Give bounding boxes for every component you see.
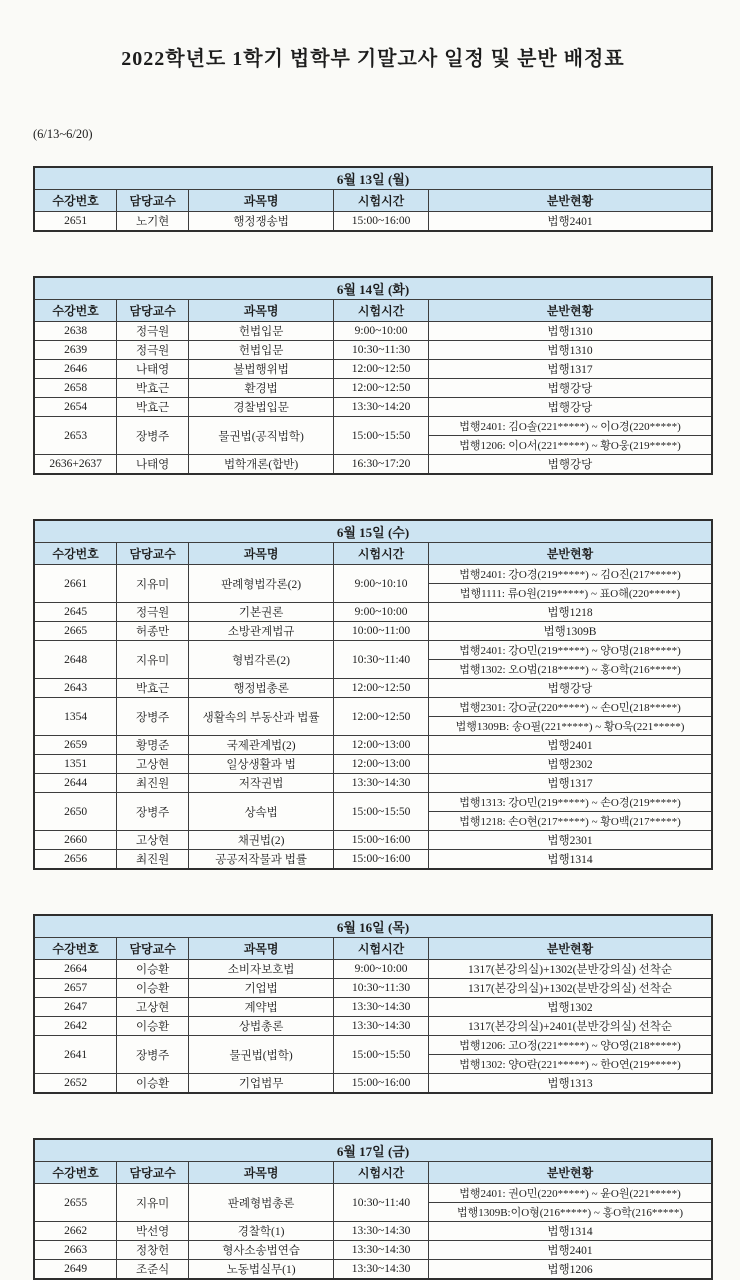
column-header-row	[34, 938, 712, 960]
column-header-2: 담당교수	[117, 1162, 189, 1184]
table-row	[34, 1184, 712, 1203]
table-row	[34, 698, 712, 717]
column-header-row	[34, 300, 712, 322]
column-header-1: 수강번호	[34, 1162, 117, 1184]
cell-time: 12:00~12:50	[334, 698, 429, 736]
column-header-3: 과목명	[189, 938, 334, 960]
cell-time: 13:30~14:30	[334, 1017, 429, 1036]
cell-assignment: 법행1206: 이O서(221*****) ~ 황O웅(219*****)	[429, 436, 712, 455]
cell-course-no: 2657	[34, 979, 117, 998]
cell-time: 15:00~16:00	[334, 850, 429, 870]
column-header-3: 과목명	[189, 190, 334, 212]
table-row	[34, 679, 712, 698]
table-row	[34, 603, 712, 622]
column-header-4: 시험시간	[334, 938, 429, 960]
cell-time: 9:00~10:00	[334, 603, 429, 622]
cell-subject: 법학개론(합반)	[189, 455, 334, 475]
cell-course-no: 2636+2637	[34, 455, 117, 475]
column-header-1: 수강번호	[34, 938, 117, 960]
table-row	[34, 1222, 712, 1241]
cell-professor: 박효근	[117, 379, 189, 398]
cell-assignment: 법행2301: 강O균(220*****) ~ 손O민(218*****)	[429, 698, 712, 717]
column-header-3: 과목명	[189, 543, 334, 565]
cell-time: 13:30~14:30	[334, 1241, 429, 1260]
table-row	[34, 1074, 712, 1094]
day-row	[34, 167, 712, 190]
table-row	[34, 322, 712, 341]
cell-assignment: 법행1206: 고O정(221*****) ~ 양O영(218*****)	[429, 1036, 712, 1055]
column-header-3: 과목명	[189, 300, 334, 322]
cell-professor: 지유미	[117, 1184, 189, 1222]
table-row	[34, 565, 712, 584]
cell-subject: 물권법(공직법학)	[189, 417, 334, 455]
cell-assignment: 법행1309B: 송O필(221*****) ~ 황O욱(221*****)	[429, 717, 712, 736]
page-title: 2022학년도 1학기 법학부 기말고사 일정 및 분반 배정표	[121, 48, 625, 70]
column-header-row	[34, 543, 712, 565]
cell-time: 12:00~13:00	[334, 736, 429, 755]
day-row	[34, 277, 712, 300]
cell-assignment: 법행1302: 오O범(218*****) ~ 홍O학(216*****)	[429, 660, 712, 679]
cell-assignment: 법행강당	[429, 679, 712, 698]
table-day-header: 6월 13일 (월)	[34, 167, 712, 190]
cell-assignment: 법행1206	[429, 1260, 712, 1280]
table-day-header: 6월 14일 (화)	[34, 277, 712, 300]
cell-time: 12:00~12:50	[334, 679, 429, 698]
column-header-2: 담당교수	[117, 543, 189, 565]
column-header-4: 시험시간	[334, 1162, 429, 1184]
cell-assignment: 법행1302	[429, 998, 712, 1017]
cell-assignment: 법행1317	[429, 360, 712, 379]
cell-course-no: 1351	[34, 755, 117, 774]
cell-subject: 채권법(2)	[189, 831, 334, 850]
cell-subject: 물권법(법학)	[189, 1036, 334, 1074]
cell-professor: 이승환	[117, 960, 189, 979]
cell-professor: 나태영	[117, 360, 189, 379]
cell-course-no: 2654	[34, 398, 117, 417]
table-day-header: 6월 15일 (수)	[34, 520, 712, 543]
column-header-5: 분반현황	[429, 190, 712, 212]
cell-time: 15:00~15:50	[334, 417, 429, 455]
cell-assignment: 법행1310	[429, 341, 712, 360]
cell-professor: 박선영	[117, 1222, 189, 1241]
cell-time: 15:00~16:00	[334, 212, 429, 232]
cell-time: 13:30~14:30	[334, 1260, 429, 1280]
table-row	[34, 622, 712, 641]
cell-assignment: 법행2401: 김O솔(221*****) ~ 이O경(220*****)	[429, 417, 712, 436]
cell-assignment: 법행2401	[429, 212, 712, 232]
cell-course-no: 2646	[34, 360, 117, 379]
column-header-2: 담당교수	[117, 300, 189, 322]
cell-professor: 박효근	[117, 679, 189, 698]
cell-course-no: 2665	[34, 622, 117, 641]
cell-professor: 이승환	[117, 979, 189, 998]
cell-course-no: 2662	[34, 1222, 117, 1241]
cell-time: 10:00~11:00	[334, 622, 429, 641]
cell-time: 10:30~11:40	[334, 1184, 429, 1222]
cell-time: 15:00~16:00	[334, 831, 429, 850]
cell-subject: 행정쟁송법	[189, 212, 334, 232]
cell-assignment: 1317(본강의실)+1302(분반강의실) 선착순	[429, 979, 712, 998]
cell-professor: 정극원	[117, 341, 189, 360]
exam-table-4	[33, 914, 713, 1094]
cell-professor: 장병주	[117, 1036, 189, 1074]
exam-schedule-tables	[33, 166, 713, 1280]
cell-assignment: 법행1218: 손O현(217*****) ~ 황O백(217*****)	[429, 812, 712, 831]
cell-time: 12:00~13:00	[334, 755, 429, 774]
cell-subject: 상법총론	[189, 1017, 334, 1036]
cell-professor: 이승환	[117, 1074, 189, 1094]
cell-assignment: 법행2401: 강O민(219*****) ~ 양O명(218*****)	[429, 641, 712, 660]
cell-time: 9:00~10:00	[334, 960, 429, 979]
cell-assignment: 법행1313	[429, 1074, 712, 1094]
column-header-4: 시험시간	[334, 543, 429, 565]
cell-time: 12:00~12:50	[334, 379, 429, 398]
cell-assignment: 법행1302: 양O란(221*****) ~ 한O연(219*****)	[429, 1055, 712, 1074]
cell-assignment: 법행1309B	[429, 622, 712, 641]
column-header-3: 과목명	[189, 1162, 334, 1184]
table-row	[34, 1241, 712, 1260]
table-row	[34, 998, 712, 1017]
cell-subject: 경찰법입문	[189, 398, 334, 417]
cell-professor: 장병주	[117, 793, 189, 831]
cell-professor: 조준식	[117, 1260, 189, 1280]
table-row	[34, 379, 712, 398]
cell-subject: 계약법	[189, 998, 334, 1017]
cell-professor: 지유미	[117, 641, 189, 679]
cell-time: 10:30~11:40	[334, 641, 429, 679]
cell-assignment: 1317(본강의실)+1302(분반강의실) 선착순	[429, 960, 712, 979]
table-day-header: 6월 16일 (목)	[34, 915, 712, 938]
cell-subject: 노동법실무(1)	[189, 1260, 334, 1280]
cell-assignment: 법행1310	[429, 322, 712, 341]
cell-subject: 행정법총론	[189, 679, 334, 698]
cell-professor: 고상현	[117, 998, 189, 1017]
table-row	[34, 398, 712, 417]
cell-subject: 소방관계법규	[189, 622, 334, 641]
cell-time: 13:30~14:30	[334, 1222, 429, 1241]
cell-course-no: 2655	[34, 1184, 117, 1222]
cell-assignment: 법행2401: 권O민(220*****) ~ 윤O원(221*****)	[429, 1184, 712, 1203]
cell-time: 9:00~10:00	[334, 322, 429, 341]
column-header-row	[34, 190, 712, 212]
cell-subject: 기본권론	[189, 603, 334, 622]
day-row	[34, 915, 712, 938]
column-header-2: 담당교수	[117, 938, 189, 960]
cell-professor: 정극원	[117, 603, 189, 622]
table-row	[34, 755, 712, 774]
table-row	[34, 831, 712, 850]
column-header-5: 분반현황	[429, 938, 712, 960]
table-row	[34, 212, 712, 232]
day-row	[34, 1139, 712, 1162]
cell-course-no: 2645	[34, 603, 117, 622]
column-header-4: 시험시간	[334, 190, 429, 212]
column-header-5: 분반현황	[429, 543, 712, 565]
table-row	[34, 979, 712, 998]
cell-professor: 정창헌	[117, 1241, 189, 1260]
cell-subject: 불법행위법	[189, 360, 334, 379]
table-row	[34, 774, 712, 793]
cell-professor: 이승환	[117, 1017, 189, 1036]
exam-table-3	[33, 519, 713, 870]
table-row	[34, 417, 712, 436]
cell-course-no: 2642	[34, 1017, 117, 1036]
column-header-4: 시험시간	[334, 300, 429, 322]
cell-subject: 기업법무	[189, 1074, 334, 1094]
cell-professor: 노기현	[117, 212, 189, 232]
day-row	[34, 520, 712, 543]
cell-course-no: 2659	[34, 736, 117, 755]
cell-time: 13:30~14:30	[334, 774, 429, 793]
cell-course-no: 2653	[34, 417, 117, 455]
column-header-5: 분반현황	[429, 300, 712, 322]
column-header-5: 분반현황	[429, 1162, 712, 1184]
cell-time: 16:30~17:20	[334, 455, 429, 475]
cell-course-no: 2638	[34, 322, 117, 341]
cell-subject: 판례형법총론	[189, 1184, 334, 1222]
cell-course-no: 2650	[34, 793, 117, 831]
cell-assignment: 법행2401	[429, 1241, 712, 1260]
cell-course-no: 2656	[34, 850, 117, 870]
cell-professor: 고상현	[117, 831, 189, 850]
table-row	[34, 360, 712, 379]
cell-time: 13:30~14:30	[334, 998, 429, 1017]
cell-assignment: 법행1111: 류O원(219*****) ~ 표O해(220*****)	[429, 584, 712, 603]
table-row	[34, 793, 712, 812]
table-row	[34, 455, 712, 475]
cell-assignment: 법행2301	[429, 831, 712, 850]
cell-professor: 허종만	[117, 622, 189, 641]
cell-course-no: 2652	[34, 1074, 117, 1094]
cell-time: 15:00~15:50	[334, 793, 429, 831]
cell-assignment: 법행2401: 강O경(219*****) ~ 김O진(217*****)	[429, 565, 712, 584]
cell-assignment: 법행강당	[429, 379, 712, 398]
cell-subject: 생활속의 부동산과 법률	[189, 698, 334, 736]
cell-subject: 헌법입문	[189, 341, 334, 360]
cell-course-no: 2651	[34, 212, 117, 232]
cell-course-no: 2643	[34, 679, 117, 698]
cell-professor: 최진원	[117, 850, 189, 870]
cell-course-no: 1354	[34, 698, 117, 736]
table-row	[34, 341, 712, 360]
cell-assignment: 법행1313: 강O민(219*****) ~ 손O경(219*****)	[429, 793, 712, 812]
cell-professor: 황명준	[117, 736, 189, 755]
cell-course-no: 2647	[34, 998, 117, 1017]
table-row	[34, 960, 712, 979]
column-header-row	[34, 1162, 712, 1184]
cell-course-no: 2663	[34, 1241, 117, 1260]
exam-table-1	[33, 166, 713, 232]
cell-professor: 장병주	[117, 698, 189, 736]
cell-course-no: 2658	[34, 379, 117, 398]
table-row	[34, 1036, 712, 1055]
table-row	[34, 641, 712, 660]
cell-subject: 환경법	[189, 379, 334, 398]
cell-course-no: 2660	[34, 831, 117, 850]
table-row	[34, 1260, 712, 1280]
cell-assignment: 법행1309B:이O형(216*****) ~ 홍O학(216*****)	[429, 1203, 712, 1222]
cell-assignment: 법행2401	[429, 736, 712, 755]
table-row	[34, 1017, 712, 1036]
cell-subject: 형사소송법연습	[189, 1241, 334, 1260]
table-row	[34, 850, 712, 870]
cell-course-no: 2649	[34, 1260, 117, 1280]
cell-course-no: 2639	[34, 341, 117, 360]
column-header-1: 수강번호	[34, 300, 117, 322]
cell-time: 15:00~16:00	[334, 1074, 429, 1094]
cell-time: 15:00~15:50	[334, 1036, 429, 1074]
cell-time: 10:30~11:30	[334, 979, 429, 998]
cell-subject: 저작권법	[189, 774, 334, 793]
cell-assignment: 법행1314	[429, 850, 712, 870]
cell-assignment: 법행강당	[429, 398, 712, 417]
cell-subject: 경찰학(1)	[189, 1222, 334, 1241]
cell-course-no: 2641	[34, 1036, 117, 1074]
cell-subject: 상속법	[189, 793, 334, 831]
cell-professor: 고상현	[117, 755, 189, 774]
cell-assignment: 법행1218	[429, 603, 712, 622]
cell-professor: 정극원	[117, 322, 189, 341]
cell-subject: 공공저작물과 법률	[189, 850, 334, 870]
exam-table-5	[33, 1138, 713, 1280]
cell-course-no: 2648	[34, 641, 117, 679]
cell-professor: 지유미	[117, 565, 189, 603]
cell-assignment: 법행1317	[429, 774, 712, 793]
cell-time: 9:00~10:10	[334, 565, 429, 603]
cell-subject: 기업법	[189, 979, 334, 998]
date-range-label: (6/13~6/20)	[33, 127, 93, 141]
cell-professor: 박효근	[117, 398, 189, 417]
exam-table-2	[33, 276, 713, 475]
cell-assignment: 법행강당	[429, 455, 712, 475]
cell-subject: 국제관계법(2)	[189, 736, 334, 755]
table-row	[34, 736, 712, 755]
column-header-2: 담당교수	[117, 190, 189, 212]
cell-subject: 소비자보호법	[189, 960, 334, 979]
cell-subject: 형법각론(2)	[189, 641, 334, 679]
cell-assignment: 법행2302	[429, 755, 712, 774]
cell-course-no: 2661	[34, 565, 117, 603]
table-day-header: 6월 17일 (금)	[34, 1139, 712, 1162]
cell-course-no: 2644	[34, 774, 117, 793]
cell-time: 13:30~14:20	[334, 398, 429, 417]
cell-time: 12:00~12:50	[334, 360, 429, 379]
cell-subject: 헌법입문	[189, 322, 334, 341]
cell-professor: 최진원	[117, 774, 189, 793]
cell-subject: 일상생활과 법	[189, 755, 334, 774]
cell-time: 10:30~11:30	[334, 341, 429, 360]
cell-assignment: 법행1314	[429, 1222, 712, 1241]
cell-course-no: 2664	[34, 960, 117, 979]
column-header-1: 수강번호	[34, 543, 117, 565]
cell-professor: 나태영	[117, 455, 189, 475]
cell-subject: 판례형법각론(2)	[189, 565, 334, 603]
column-header-1: 수강번호	[34, 190, 117, 212]
cell-professor: 장병주	[117, 417, 189, 455]
cell-assignment: 1317(본강의실)+2401(분반강의실) 선착순	[429, 1017, 712, 1036]
